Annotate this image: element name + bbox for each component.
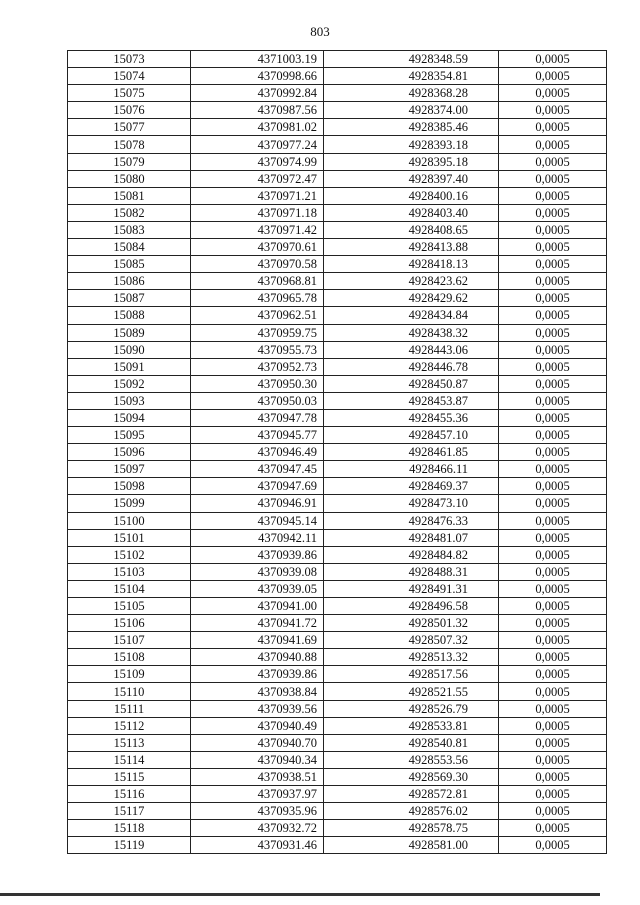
bottom-rule	[0, 893, 600, 896]
point-id-cell: 15117	[68, 803, 191, 820]
x-coordinate-cell: 4370940.34	[191, 751, 324, 768]
x-coordinate-cell: 4370942.11	[191, 529, 324, 546]
y-coordinate-cell: 4928438.32	[324, 324, 499, 341]
y-coordinate-cell: 4928457.10	[324, 427, 499, 444]
table-row	[68, 563, 607, 580]
table-row	[68, 375, 607, 392]
table-row	[68, 290, 607, 307]
value-cell: 0,0005	[499, 204, 607, 221]
x-coordinate-cell: 4370974.99	[191, 153, 324, 170]
table-row	[68, 529, 607, 546]
x-coordinate-cell: 4370932.72	[191, 820, 324, 837]
y-coordinate-cell: 4928385.46	[324, 119, 499, 136]
x-coordinate-cell: 4370940.49	[191, 717, 324, 734]
value-cell: 0,0005	[499, 803, 607, 820]
point-id-cell: 15100	[68, 512, 191, 529]
x-coordinate-cell: 4370941.69	[191, 632, 324, 649]
x-coordinate-cell: 4370939.08	[191, 563, 324, 580]
y-coordinate-cell: 4928517.56	[324, 666, 499, 683]
point-id-cell: 15096	[68, 444, 191, 461]
value-cell: 0,0005	[499, 290, 607, 307]
x-coordinate-cell: 4370947.45	[191, 461, 324, 478]
value-cell: 0,0005	[499, 512, 607, 529]
point-id-cell: 15087	[68, 290, 191, 307]
x-coordinate-cell: 4370998.66	[191, 68, 324, 85]
table-row	[68, 187, 607, 204]
value-cell: 0,0005	[499, 700, 607, 717]
value-cell: 0,0005	[499, 119, 607, 136]
y-coordinate-cell: 4928348.59	[324, 51, 499, 68]
table-row	[68, 683, 607, 700]
x-coordinate-cell: 4370940.70	[191, 734, 324, 751]
table-row	[68, 102, 607, 119]
x-coordinate-cell: 4371003.19	[191, 51, 324, 68]
table-row	[68, 580, 607, 597]
x-coordinate-cell: 4370941.00	[191, 598, 324, 615]
y-coordinate-cell: 4928374.00	[324, 102, 499, 119]
point-id-cell: 15084	[68, 239, 191, 256]
table-row	[68, 358, 607, 375]
value-cell: 0,0005	[499, 187, 607, 204]
y-coordinate-cell: 4928434.84	[324, 307, 499, 324]
point-id-cell: 15103	[68, 563, 191, 580]
y-coordinate-cell: 4928354.81	[324, 68, 499, 85]
x-coordinate-cell: 4370971.42	[191, 221, 324, 238]
table-row	[68, 598, 607, 615]
x-coordinate-cell: 4370939.05	[191, 580, 324, 597]
y-coordinate-cell: 4928476.33	[324, 512, 499, 529]
y-coordinate-cell: 4928395.18	[324, 153, 499, 170]
value-cell: 0,0005	[499, 136, 607, 153]
value-cell: 0,0005	[499, 392, 607, 409]
table-row	[68, 427, 607, 444]
x-coordinate-cell: 4370992.84	[191, 85, 324, 102]
point-id-cell: 15098	[68, 478, 191, 495]
point-id-cell: 15085	[68, 256, 191, 273]
value-cell: 0,0005	[499, 427, 607, 444]
table-row	[68, 700, 607, 717]
value-cell: 0,0005	[499, 837, 607, 854]
x-coordinate-cell: 4370947.78	[191, 409, 324, 426]
value-cell: 0,0005	[499, 85, 607, 102]
table-row	[68, 341, 607, 358]
point-id-cell: 15097	[68, 461, 191, 478]
x-coordinate-cell: 4370962.51	[191, 307, 324, 324]
x-coordinate-cell: 4370935.96	[191, 803, 324, 820]
x-coordinate-cell: 4370945.14	[191, 512, 324, 529]
y-coordinate-cell: 4928393.18	[324, 136, 499, 153]
x-coordinate-cell: 4370955.73	[191, 341, 324, 358]
value-cell: 0,0005	[499, 256, 607, 273]
x-coordinate-cell: 4370945.77	[191, 427, 324, 444]
table-row	[68, 649, 607, 666]
point-id-cell: 15091	[68, 358, 191, 375]
x-coordinate-cell: 4370970.58	[191, 256, 324, 273]
coordinates-table-body	[68, 51, 607, 854]
x-coordinate-cell: 4370952.73	[191, 358, 324, 375]
table-row	[68, 478, 607, 495]
x-coordinate-cell: 4370931.46	[191, 837, 324, 854]
table-row	[68, 324, 607, 341]
table-row	[68, 461, 607, 478]
x-coordinate-cell: 4370939.86	[191, 666, 324, 683]
point-id-cell: 15106	[68, 615, 191, 632]
table-row	[68, 256, 607, 273]
value-cell: 0,0005	[499, 341, 607, 358]
y-coordinate-cell: 4928576.02	[324, 803, 499, 820]
y-coordinate-cell: 4928453.87	[324, 392, 499, 409]
x-coordinate-cell: 4370950.03	[191, 392, 324, 409]
table-row	[68, 632, 607, 649]
x-coordinate-cell: 4370939.56	[191, 700, 324, 717]
point-id-cell: 15102	[68, 546, 191, 563]
table-row	[68, 170, 607, 187]
y-coordinate-cell: 4928491.31	[324, 580, 499, 597]
point-id-cell: 15079	[68, 153, 191, 170]
point-id-cell: 15118	[68, 820, 191, 837]
table-row	[68, 495, 607, 512]
point-id-cell: 15078	[68, 136, 191, 153]
y-coordinate-cell: 4928521.55	[324, 683, 499, 700]
value-cell: 0,0005	[499, 649, 607, 666]
value-cell: 0,0005	[499, 580, 607, 597]
table-row	[68, 409, 607, 426]
y-coordinate-cell: 4928473.10	[324, 495, 499, 512]
point-id-cell: 15077	[68, 119, 191, 136]
table-row	[68, 512, 607, 529]
point-id-cell: 15080	[68, 170, 191, 187]
y-coordinate-cell: 4928400.16	[324, 187, 499, 204]
point-id-cell: 15090	[68, 341, 191, 358]
table-row	[68, 136, 607, 153]
value-cell: 0,0005	[499, 529, 607, 546]
value-cell: 0,0005	[499, 375, 607, 392]
table-row	[68, 204, 607, 221]
table-row	[68, 221, 607, 238]
value-cell: 0,0005	[499, 444, 607, 461]
x-coordinate-cell: 4370977.24	[191, 136, 324, 153]
table-row	[68, 615, 607, 632]
point-id-cell: 15082	[68, 204, 191, 221]
x-coordinate-cell: 4370987.56	[191, 102, 324, 119]
point-id-cell: 15104	[68, 580, 191, 597]
y-coordinate-cell: 4928418.13	[324, 256, 499, 273]
point-id-cell: 15115	[68, 768, 191, 785]
table-row	[68, 546, 607, 563]
point-id-cell: 15088	[68, 307, 191, 324]
point-id-cell: 15099	[68, 495, 191, 512]
table-row	[68, 119, 607, 136]
coordinates-table	[67, 50, 607, 854]
table-row	[68, 239, 607, 256]
y-coordinate-cell: 4928397.40	[324, 170, 499, 187]
value-cell: 0,0005	[499, 751, 607, 768]
x-coordinate-cell: 4370965.78	[191, 290, 324, 307]
table-row	[68, 85, 607, 102]
x-coordinate-cell: 4370970.61	[191, 239, 324, 256]
y-coordinate-cell: 4928533.81	[324, 717, 499, 734]
y-coordinate-cell: 4928569.30	[324, 768, 499, 785]
point-id-cell: 15081	[68, 187, 191, 204]
point-id-cell: 15076	[68, 102, 191, 119]
value-cell: 0,0005	[499, 632, 607, 649]
point-id-cell: 15108	[68, 649, 191, 666]
table-row	[68, 307, 607, 324]
value-cell: 0,0005	[499, 768, 607, 785]
value-cell: 0,0005	[499, 717, 607, 734]
value-cell: 0,0005	[499, 170, 607, 187]
x-coordinate-cell: 4370947.69	[191, 478, 324, 495]
y-coordinate-cell: 4928526.79	[324, 700, 499, 717]
y-coordinate-cell: 4928423.62	[324, 273, 499, 290]
point-id-cell: 15119	[68, 837, 191, 854]
point-id-cell: 15094	[68, 409, 191, 426]
table-row	[68, 273, 607, 290]
coordinates-table-wrapper	[67, 50, 607, 854]
x-coordinate-cell: 4370940.88	[191, 649, 324, 666]
x-coordinate-cell: 4370968.81	[191, 273, 324, 290]
y-coordinate-cell: 4928408.65	[324, 221, 499, 238]
x-coordinate-cell: 4370959.75	[191, 324, 324, 341]
table-row	[68, 786, 607, 803]
value-cell: 0,0005	[499, 51, 607, 68]
table-row	[68, 803, 607, 820]
value-cell: 0,0005	[499, 307, 607, 324]
y-coordinate-cell: 4928469.37	[324, 478, 499, 495]
y-coordinate-cell: 4928581.00	[324, 837, 499, 854]
y-coordinate-cell: 4928578.75	[324, 820, 499, 837]
value-cell: 0,0005	[499, 546, 607, 563]
x-coordinate-cell: 4370937.97	[191, 786, 324, 803]
value-cell: 0,0005	[499, 273, 607, 290]
value-cell: 0,0005	[499, 239, 607, 256]
y-coordinate-cell: 4928553.56	[324, 751, 499, 768]
y-coordinate-cell: 4928496.58	[324, 598, 499, 615]
x-coordinate-cell: 4370938.84	[191, 683, 324, 700]
table-row	[68, 820, 607, 837]
y-coordinate-cell: 4928450.87	[324, 375, 499, 392]
value-cell: 0,0005	[499, 563, 607, 580]
y-coordinate-cell: 4928443.06	[324, 341, 499, 358]
y-coordinate-cell: 4928368.28	[324, 85, 499, 102]
point-id-cell: 15109	[68, 666, 191, 683]
y-coordinate-cell: 4928501.32	[324, 615, 499, 632]
x-coordinate-cell: 4370972.47	[191, 170, 324, 187]
point-id-cell: 15111	[68, 700, 191, 717]
point-id-cell: 15092	[68, 375, 191, 392]
point-id-cell: 15101	[68, 529, 191, 546]
y-coordinate-cell: 4928461.85	[324, 444, 499, 461]
y-coordinate-cell: 4928455.36	[324, 409, 499, 426]
value-cell: 0,0005	[499, 615, 607, 632]
value-cell: 0,0005	[499, 598, 607, 615]
point-id-cell: 15113	[68, 734, 191, 751]
y-coordinate-cell: 4928572.81	[324, 786, 499, 803]
value-cell: 0,0005	[499, 409, 607, 426]
x-coordinate-cell: 4370946.91	[191, 495, 324, 512]
x-coordinate-cell: 4370946.49	[191, 444, 324, 461]
point-id-cell: 15114	[68, 751, 191, 768]
x-coordinate-cell: 4370950.30	[191, 375, 324, 392]
table-row	[68, 734, 607, 751]
point-id-cell: 15074	[68, 68, 191, 85]
y-coordinate-cell: 4928403.40	[324, 204, 499, 221]
table-row	[68, 51, 607, 68]
table-row	[68, 717, 607, 734]
value-cell: 0,0005	[499, 666, 607, 683]
point-id-cell: 15093	[68, 392, 191, 409]
x-coordinate-cell: 4370938.51	[191, 768, 324, 785]
x-coordinate-cell: 4370971.21	[191, 187, 324, 204]
y-coordinate-cell: 4928540.81	[324, 734, 499, 751]
value-cell: 0,0005	[499, 734, 607, 751]
y-coordinate-cell: 4928484.82	[324, 546, 499, 563]
value-cell: 0,0005	[499, 358, 607, 375]
value-cell: 0,0005	[499, 461, 607, 478]
value-cell: 0,0005	[499, 102, 607, 119]
point-id-cell: 15089	[68, 324, 191, 341]
y-coordinate-cell: 4928413.88	[324, 239, 499, 256]
value-cell: 0,0005	[499, 683, 607, 700]
table-row	[68, 768, 607, 785]
value-cell: 0,0005	[499, 786, 607, 803]
value-cell: 0,0005	[499, 478, 607, 495]
point-id-cell: 15110	[68, 683, 191, 700]
y-coordinate-cell: 4928466.11	[324, 461, 499, 478]
point-id-cell: 15083	[68, 221, 191, 238]
page-number: 803	[310, 24, 330, 39]
value-cell: 0,0005	[499, 221, 607, 238]
value-cell: 0,0005	[499, 68, 607, 85]
table-row	[68, 666, 607, 683]
point-id-cell: 15095	[68, 427, 191, 444]
x-coordinate-cell: 4370939.86	[191, 546, 324, 563]
table-row	[68, 444, 607, 461]
y-coordinate-cell: 4928507.32	[324, 632, 499, 649]
table-row	[68, 751, 607, 768]
point-id-cell: 15086	[68, 273, 191, 290]
table-row	[68, 837, 607, 854]
table-row	[68, 153, 607, 170]
value-cell: 0,0005	[499, 495, 607, 512]
y-coordinate-cell: 4928429.62	[324, 290, 499, 307]
point-id-cell: 15107	[68, 632, 191, 649]
y-coordinate-cell: 4928488.31	[324, 563, 499, 580]
x-coordinate-cell: 4370981.02	[191, 119, 324, 136]
point-id-cell: 15112	[68, 717, 191, 734]
y-coordinate-cell: 4928481.07	[324, 529, 499, 546]
point-id-cell: 15075	[68, 85, 191, 102]
x-coordinate-cell: 4370941.72	[191, 615, 324, 632]
x-coordinate-cell: 4370971.18	[191, 204, 324, 221]
point-id-cell: 15116	[68, 786, 191, 803]
value-cell: 0,0005	[499, 820, 607, 837]
point-id-cell: 15105	[68, 598, 191, 615]
y-coordinate-cell: 4928513.32	[324, 649, 499, 666]
value-cell: 0,0005	[499, 324, 607, 341]
point-id-cell: 15073	[68, 51, 191, 68]
table-row	[68, 392, 607, 409]
table-row	[68, 68, 607, 85]
value-cell: 0,0005	[499, 153, 607, 170]
y-coordinate-cell: 4928446.78	[324, 358, 499, 375]
